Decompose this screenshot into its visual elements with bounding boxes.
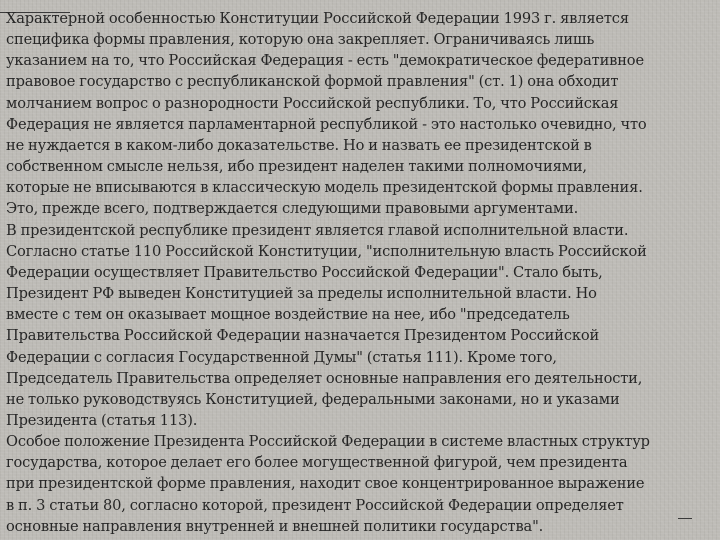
text-line: Характерной особенностью Конституции Российской Федерации 1993 г. является: [6, 10, 629, 27]
text-line: собственном смысле нельзя, ибо президент наделен такими полномочиями,: [6, 158, 587, 176]
text-line: Это, прежде всего, подтверждается следующими правовыми аргументами.: [6, 200, 579, 218]
text-line: указанием на то, что Российская Федерация - есть "демократическое федеративное: [6, 52, 644, 70]
text-line: специфика формы правления, которую она закрепляет. Ограничиваясь лишь: [6, 31, 595, 49]
text-line: Правительства Российской Федерации назначается Президентом Российской: [6, 327, 600, 345]
text-line: молчанием вопрос о разнородности Российской республики. То, что Российская: [6, 94, 619, 112]
text-line: Согласно статье 110 Российской Конституции, "исполнительную власть Российской: [6, 242, 647, 260]
text-line: Федерации осуществляет Правительство Российской Федерации". Стало быть,: [6, 263, 603, 281]
text-line: не только руководствуясь Конституцией, федеральными законами, но и указами: [6, 390, 620, 408]
text-line: правовое государство с республиканской формой правления" (ст. 1) она обходит: [6, 73, 619, 91]
text-line: основные направления внутренней и внешней политики государства".: [6, 517, 544, 535]
decorative-tick: [678, 518, 692, 519]
text-line: при президентской форме правления, находит свое концентрированное выражение: [6, 475, 645, 493]
text-line: Президента (статья 113).: [6, 411, 198, 429]
document-text: [6, 8, 712, 537]
text-line: вместе с тем он оказывает мощное воздействие на нее, ибо "председатель: [6, 306, 570, 324]
text-line: Особое положение Президента Российской Федерации в системе властных структур: [6, 433, 650, 451]
text-line: не нуждается в каком-либо доказательстве. Но и назвать ее президентской в: [6, 136, 592, 154]
text-line: Председатель Правительства определяет основные направления его деятельности,: [6, 369, 643, 387]
text-line: в п. 3 статьи 80, согласно которой, президент Российской Федерации определяет: [6, 496, 624, 514]
text-line: В президентской республике президент является главой исполнительной власти.: [6, 221, 629, 239]
text-line: которые не вписываются в классическую модель президентской формы правления.: [6, 179, 643, 197]
text-line: государства, которое делает его более могущественной фигурой, чем президента: [6, 454, 628, 472]
text-line: Президент РФ выведен Конституцией за пределы исполнительной власти. Но: [6, 285, 597, 303]
text-line: Федерации с согласия Государственной Думы" (статья 111). Кроме того,: [6, 348, 557, 366]
text-line: Федерация не является парламентарной республикой - это настолько очевидно, что: [6, 115, 647, 133]
